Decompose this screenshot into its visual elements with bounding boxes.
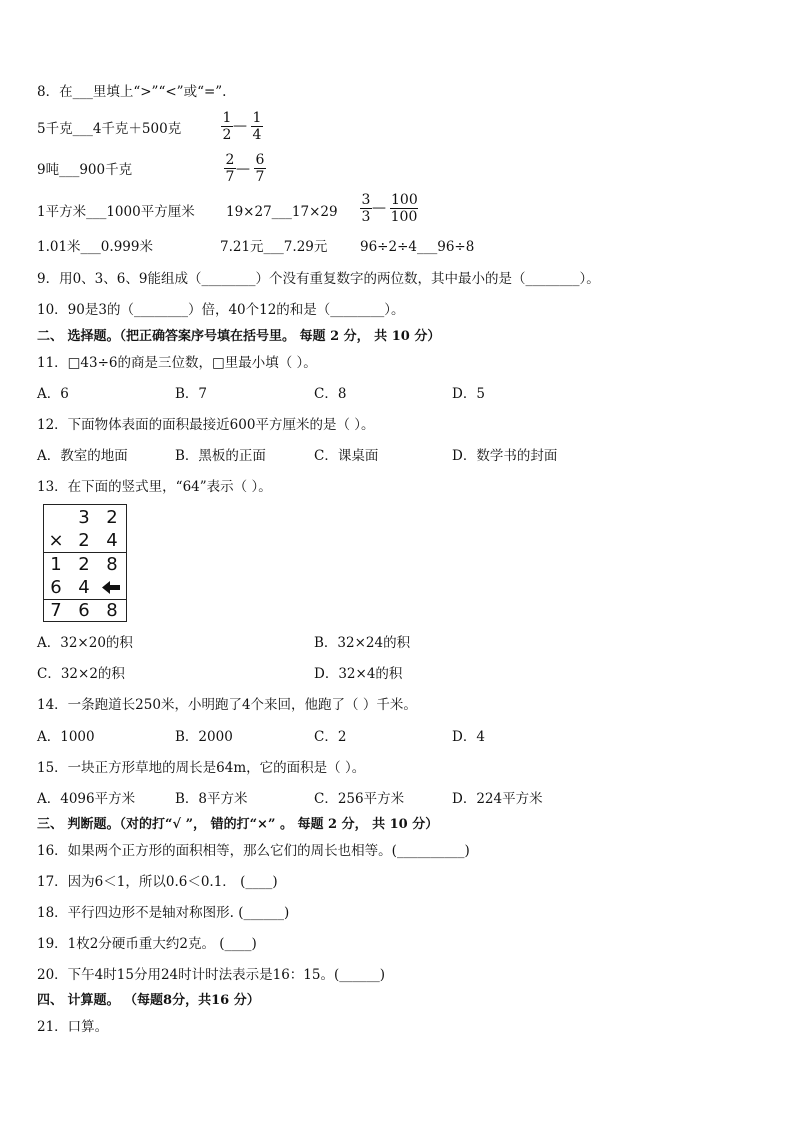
q8-row4-a: 1.01米___0.999米 [37, 239, 153, 255]
q8-row3-fraction-b: $\frac{100}{100}$ [390, 192, 418, 225]
q8-row4-c: 96÷2÷4___96÷8 [360, 239, 475, 255]
q17-text: 17．因为6＜1，所以0.6＜0.1． (____) [37, 874, 278, 890]
q13-option-a: A．32×20的积 [37, 635, 133, 651]
q12-option-d: D．数学书的封面 [452, 448, 558, 464]
q12-option-a: A．教室的地面 [37, 448, 128, 464]
q14-stem: 14．一条跑道长250米，小明跑了4个来回，他跑了（ ）千米。 [37, 697, 417, 713]
vertical-cell: 3 [78, 507, 90, 528]
vertical-cell: 6 [50, 577, 62, 598]
q11-option-d: D．5 [452, 386, 485, 402]
vertical-row-4 [44, 576, 126, 599]
q12-stem: 12．下面物体表面的面积最接近600平方厘米的是（ ）。 [37, 417, 375, 433]
q13-option-b: B．32×24的积 [314, 635, 411, 651]
q15-stem: 15．一块正方形草地的周长是64m，它的面积是（ ）。 [37, 760, 366, 776]
q15-option-c: C．256平方米 [314, 791, 405, 807]
q8-row3-fraction-a: $\frac{3}{3}$ [361, 192, 371, 225]
q8-row2-sep: — [236, 161, 250, 177]
q10-text: 10．90是3的（________）倍，40个12的和是（________）。 [37, 302, 405, 318]
q15-option-b: B．8平方米 [175, 791, 248, 807]
q15-option-d: D．224平方米 [452, 791, 543, 807]
vertical-cell: 1 [50, 554, 62, 575]
vertical-cell: 2 [106, 507, 118, 528]
vertical-cell: 8 [106, 554, 118, 575]
vertical-row-2 [44, 529, 126, 552]
q8-row1-a: 5千克___4千克＋500克 [37, 121, 182, 137]
q8-row3-b: 19×27___17×29 [226, 204, 338, 220]
q16-text: 16．如果两个正方形的面积相等，那么它们的周长也相等。(__________) [37, 843, 470, 859]
vertical-row-5 [44, 599, 126, 622]
vertical-cell: 2 [78, 554, 90, 575]
q8-row3-sep: — [372, 200, 386, 216]
q14-option-a: A．1000 [37, 729, 95, 745]
q13-option-c: C．32×2的积 [37, 666, 125, 682]
q13-option-d: D．32×4的积 [314, 666, 403, 682]
q11-option-c: C．8 [314, 386, 347, 402]
q13-stem: 13．在下面的竖式里，“64”表示（ ）。 [37, 479, 272, 495]
q8-row1-fraction-b: $\frac{1}{4}$ [252, 110, 262, 143]
q12-option-b: B．黑板的正面 [175, 448, 266, 464]
q14-option-d: D．4 [452, 729, 485, 745]
vertical-cell: 4 [106, 530, 118, 551]
q8-title: 8．在___里填上“>”“<”或“=”. [37, 84, 227, 100]
section-3-heading: 三、 判断题。（对的打“√ ”， 错的打“×” 。 每题 2 分， 共 10 分） [37, 817, 439, 832]
q21-text: 21．口算。 [37, 1019, 109, 1035]
q11-option-a: A．6 [37, 386, 69, 402]
vertical-cell: 8 [106, 600, 118, 621]
vertical-cell: 7 [50, 600, 62, 621]
q14-option-b: B．2000 [175, 729, 233, 745]
q12-option-c: C．课桌面 [314, 448, 379, 464]
q15-option-a: A．4096平方米 [37, 791, 136, 807]
q8-row4-b: 7.21元___7.29元 [220, 239, 328, 255]
vertical-cell: 2 [78, 530, 90, 551]
q11-option-b: B．7 [175, 386, 208, 402]
q8-row1-fraction-a: $\frac{1}{2}$ [222, 110, 232, 143]
q8-row2-fraction-a: $\frac{2}{7}$ [225, 152, 235, 185]
q8-row1-sep: — [233, 118, 247, 134]
q11-stem: 11．□43÷6的商是三位数，□里最小填（ ）。 [37, 355, 317, 371]
section-4-heading: 四、 计算题。 （每题8分，共16 分） [37, 993, 260, 1008]
vertical-cell: × [48, 530, 64, 551]
q18-text: 18．平行四边形不是轴对称图形. (______) [37, 905, 290, 921]
q9-text: 9．用0、3、6、9能组成（________）个没有重复数字的两位数，其中最小的是（________）。 [37, 271, 600, 287]
vertical-cell: 6 [78, 600, 90, 621]
vertical-cell: 4 [78, 577, 90, 598]
q20-text: 20．下午4时15分用24时计时法表示是16：15。(______) [37, 967, 386, 983]
vertical-row-3 [44, 553, 126, 576]
q8-row2-fraction-b: $\frac{6}{7}$ [255, 152, 265, 185]
vertical-row-1 [44, 506, 126, 529]
vertical-multiplication-box [43, 504, 127, 622]
q19-text: 19．1枚2分硬币重大约2克。 (____) [37, 936, 257, 952]
q8-row2-a: 9吨___900千克 [37, 162, 133, 178]
q14-option-c: C．2 [314, 729, 347, 745]
section-2-heading: 二、 选择题。（把正确答案序号填在括号里。 每题 2 分， 共 10 分） [37, 329, 441, 344]
q8-row3-a: 1平方米___1000平方厘米 [37, 204, 195, 220]
